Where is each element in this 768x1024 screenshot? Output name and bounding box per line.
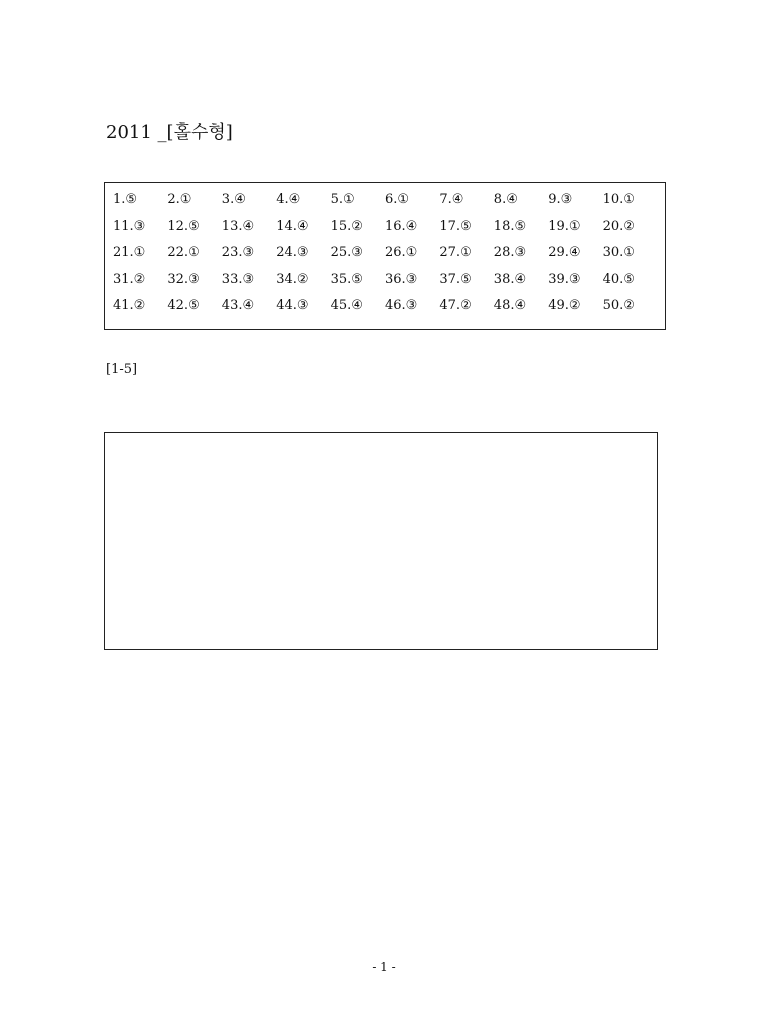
answer-cell: 24.③	[276, 245, 309, 260]
answer-cell: 12.⑤	[167, 218, 200, 234]
answer-cell: 21.①	[113, 245, 146, 260]
answer-cell: 2.①	[167, 192, 192, 207]
answer-cell: 22.①	[167, 245, 200, 260]
answer-cell: 29.④	[548, 245, 581, 260]
page-number: - 1 -	[372, 960, 396, 974]
answer-cell: 46.③	[385, 298, 418, 313]
answer-cell: 28.③	[493, 245, 527, 260]
answer-cell: 3.④	[221, 192, 246, 207]
answer-cell: 16.④	[385, 218, 418, 234]
answer-cell: 32.③	[167, 271, 200, 287]
answer-cell: 34.②	[276, 271, 309, 287]
answer-cell: 6.①	[385, 192, 410, 207]
answer-cell: 33.③	[221, 271, 255, 287]
answer-cell: 9.③	[548, 192, 573, 207]
answer-cell: 37.⑤	[439, 271, 472, 287]
answer-cell: 38.④	[493, 271, 527, 287]
answer-cell: 50.②	[602, 298, 635, 313]
answer-cell: 5.①	[330, 192, 355, 207]
answer-cell: 41.②	[113, 298, 146, 313]
document-title	[106, 118, 233, 144]
answer-cell: 42.⑤	[167, 298, 200, 313]
answer-cell: 10.①	[602, 192, 635, 207]
answer-cell: 31.②	[113, 271, 146, 287]
answer-grid	[113, 187, 657, 320]
story-text-box	[104, 432, 658, 650]
answer-cell: 30.①	[602, 245, 635, 260]
answer-cell: 43.④	[221, 298, 255, 313]
answer-cell: 8.④	[493, 192, 518, 207]
commentary-block	[106, 678, 658, 908]
answer-cell: 13.④	[221, 218, 255, 234]
answer-cell: 11.③	[113, 218, 146, 234]
answer-cell: 48.④	[493, 298, 527, 313]
answer-cell: 18.⑤	[493, 218, 527, 234]
answer-cell: 45.④	[330, 298, 363, 313]
title-type: _[홀수형]	[157, 122, 233, 143]
answer-cell: 27.①	[439, 245, 472, 260]
answer-cell: 47.②	[439, 298, 472, 313]
answer-cell: 36.③	[385, 271, 418, 287]
answer-cell: 23.③	[221, 245, 255, 260]
answer-cell: 44.③	[276, 298, 309, 313]
title-year: 2011	[106, 122, 152, 143]
answer-cell: 26.①	[385, 245, 418, 260]
answer-cell: 20.②	[602, 218, 635, 234]
answer-cell: 40.⑤	[602, 271, 635, 287]
answer-cell: 39.③	[548, 271, 581, 287]
answer-cell: 17.⑤	[439, 218, 472, 234]
answer-cell: 35.⑤	[330, 271, 363, 287]
answer-cell: 19.①	[548, 218, 581, 234]
answer-cell: 1.⑤	[113, 192, 138, 207]
section-label: [1-5]	[106, 362, 138, 377]
answer-cell: 14.④	[276, 218, 309, 234]
answer-cell: 7.④	[439, 192, 464, 207]
answer-key-table	[104, 182, 666, 330]
answer-cell: 25.③	[330, 245, 363, 260]
answer-cell: 15.②	[330, 218, 363, 234]
answer-cell: 49.②	[548, 298, 581, 313]
answer-cell: 4.④	[276, 192, 301, 207]
